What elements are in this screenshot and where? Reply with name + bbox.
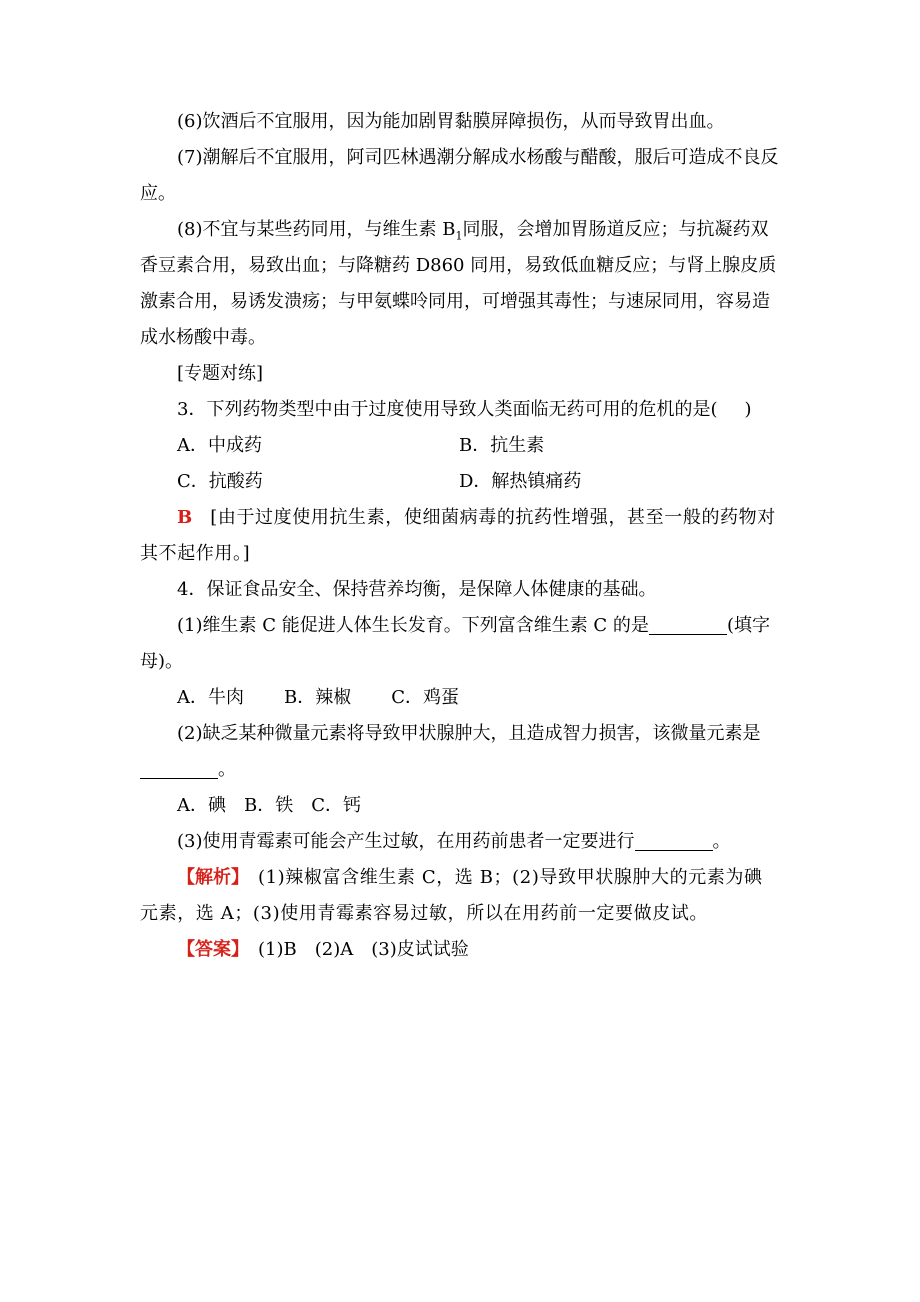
- question-3-answer-letter: B: [177, 507, 193, 528]
- question-4-sub-2: [140, 716, 780, 788]
- question-4-sub-3-text-b: 。: [712, 831, 731, 852]
- question-4-sub-2-text-a: (2)缺乏某种微量元素将导致甲状腺肿大，且造成智力损害，该微量元素是: [177, 723, 761, 744]
- question-4-sub-3: [140, 824, 780, 860]
- question-4-sub-2-option-c: C．钙: [311, 795, 362, 816]
- note-8-part-b: 同服，会增加胃肠道反应；与抗凝药双香豆素合用，易致出血；与降糖药 D860 同用，易致低血糖反应；与肾上腺皮质激素合用，易诱发溃疡；与甲氨蝶呤同用，可增强其毒性；与速尿同用，容易造成水杨酸中毒。: [140, 219, 777, 348]
- answer-text: (1)B (2)A (3)皮试试验: [258, 939, 469, 960]
- question-4-sub-1-options: [140, 680, 780, 716]
- question-4-sub-1: [140, 608, 780, 680]
- analysis-text: (1)辣椒富含维生素 C，选 B；(2)导致甲状腺肿大的元素为碘元素，选 A；(3)使用青霉素容易过敏，所以在用药前一定要做皮试。: [140, 867, 763, 924]
- question-4-analysis: [140, 860, 780, 932]
- question-4-sub-3-text-a: (3)使用青霉素可能会产生过敏，在用药前患者一定要进行: [177, 831, 635, 852]
- answer-label: 【答案】: [177, 939, 249, 960]
- question-3-option-a: A．中成药: [177, 435, 262, 456]
- question-4-sub-3-blank: [635, 830, 713, 851]
- analysis-label: 【解析】: [177, 867, 249, 888]
- question-4-sub-2-blank: [140, 758, 218, 779]
- question-4-sub-1-text-b: (填字母)。: [140, 615, 770, 672]
- question-3-stem: [140, 392, 780, 428]
- question-3-stem-text: 3．下列药物类型中由于过度使用导致人类面临无药可用的危机的是(: [177, 399, 718, 420]
- question-4-sub-1-option-b: B．辣椒: [284, 687, 352, 708]
- section-title: [专题对练]: [177, 363, 264, 384]
- question-3-answer: [140, 500, 780, 572]
- note-8: [140, 212, 780, 356]
- question-4-sub-2-text-b: 。: [218, 759, 236, 780]
- question-3-option-b: B．抗生素: [459, 435, 545, 456]
- note-8-part-a: (8)不宜与某些药同用，与维生素 B: [177, 219, 456, 240]
- question-4-sub-2-options: [140, 788, 780, 824]
- question-3-explanation: [由于过度使用抗生素，使细菌病毒的抗药性增强，甚至一般的药物对其不起作用。]: [140, 507, 776, 564]
- question-3-options-row-1: [140, 428, 780, 464]
- question-4-sub-1-text-a: (1)维生素 C 能促进人体生长发育。下列富含维生素 C 的是: [177, 615, 649, 636]
- note-7: (7)潮解后不宜服用，阿司匹林遇潮分解成水杨酸与醋酸，服后可造成不良反应。: [140, 147, 779, 204]
- question-4-sub-2-option-b: B．铁: [244, 795, 294, 816]
- note-8-subscript: 1: [455, 229, 463, 243]
- question-3-options-row-2: [140, 464, 780, 500]
- question-4-sub-2-option-a: A．碘: [177, 795, 226, 816]
- question-4-sub-1-option-c: C．鸡蛋: [391, 687, 460, 708]
- question-4-answer: [140, 932, 780, 968]
- question-3-option-c: C．抗酸药: [177, 471, 263, 492]
- question-4-sub-1-option-a: A．牛肉: [177, 687, 244, 708]
- question-3-option-d: D．解热镇痛药: [459, 471, 582, 492]
- question-3-blank: [717, 399, 744, 420]
- note-6: (6)饮酒后不宜服用，因为能加剧胃黏膜屏障损伤，从而导致胃出血。: [177, 111, 725, 132]
- question-4-stem: 4．保证食品安全、保持营养均衡，是保障人体健康的基础。: [177, 579, 657, 600]
- question-4-sub-1-blank: [649, 614, 727, 635]
- document-page: [140, 104, 780, 968]
- question-3-stem-end: ): [744, 399, 752, 420]
